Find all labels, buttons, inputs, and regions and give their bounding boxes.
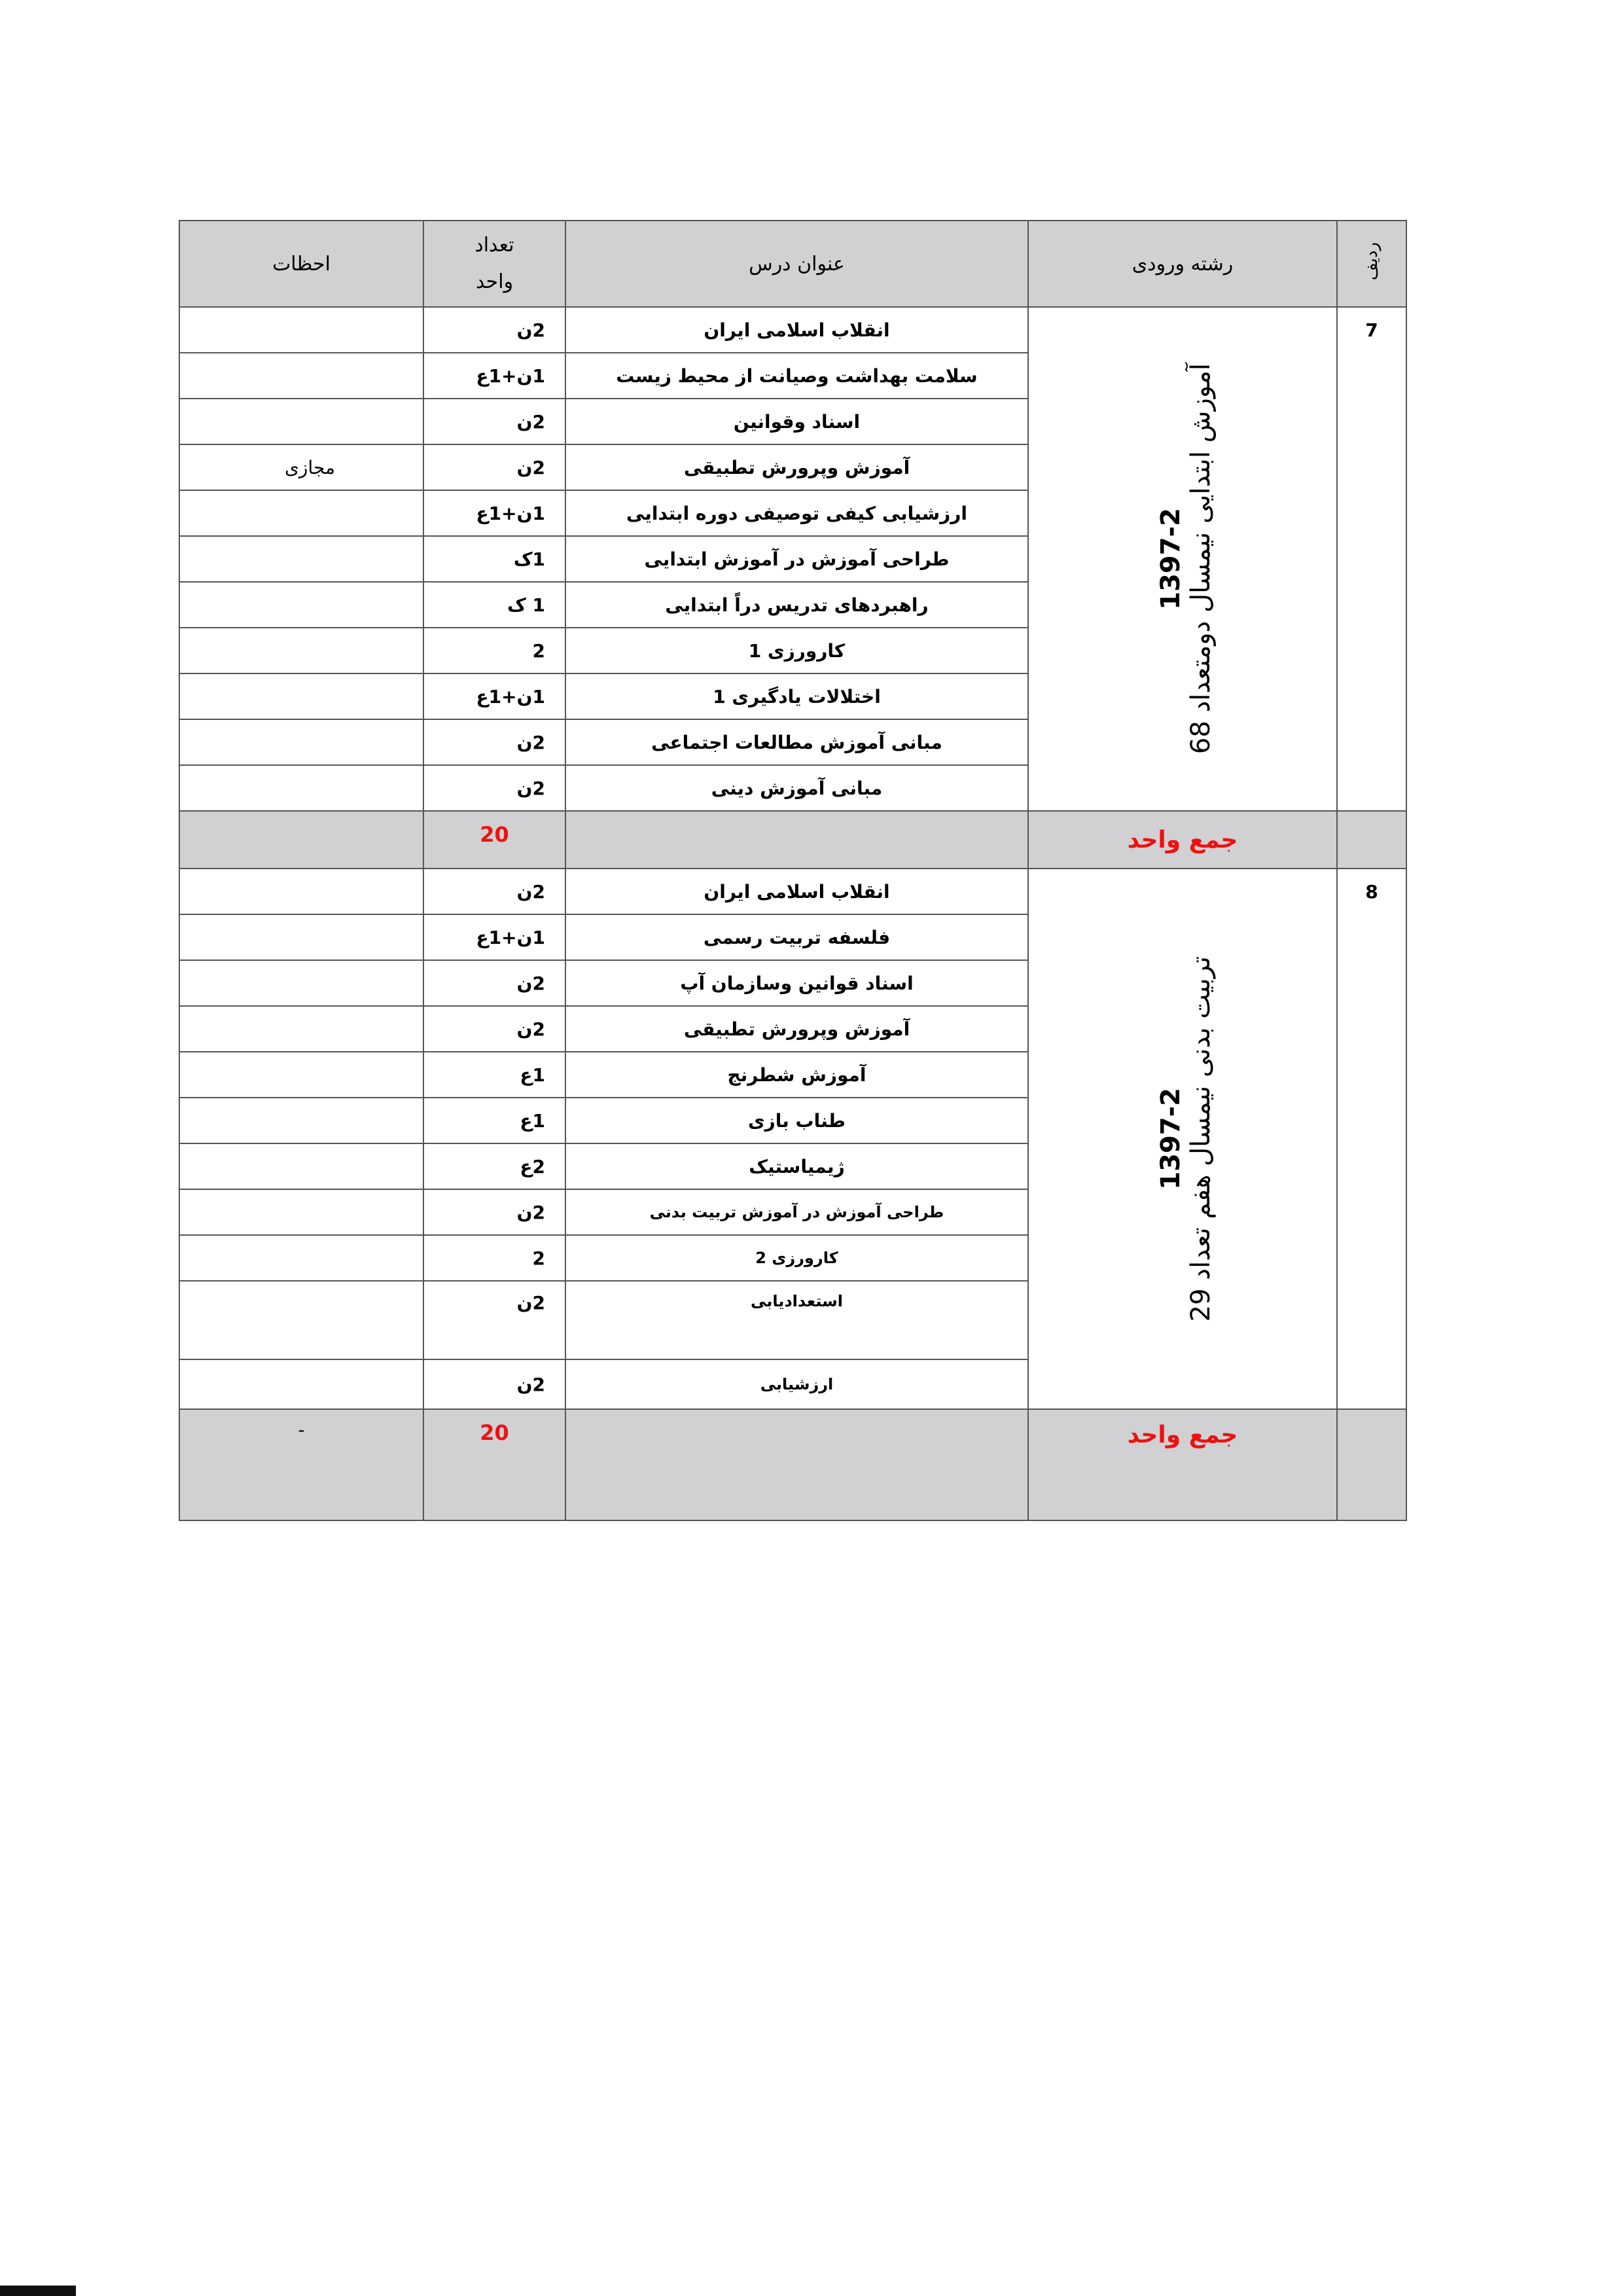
- course-title: آموزش وپرورش تطبیقی: [565, 444, 1028, 490]
- course-units: 1ک: [423, 536, 565, 582]
- course-units: 2ن: [423, 1006, 565, 1052]
- course-units: 1ع: [423, 1052, 565, 1098]
- course-units: 1ع: [423, 1098, 565, 1143]
- header-units: تعداد واحد: [423, 221, 565, 307]
- course-notes: [179, 719, 423, 765]
- course-units: 2ن: [423, 765, 565, 811]
- course-units: 2ن: [423, 1189, 565, 1235]
- total-note: -: [179, 1409, 423, 1520]
- header-row: [179, 221, 1406, 307]
- total-title-empty: [565, 1409, 1028, 1520]
- header-major: رشته ورودی: [1028, 221, 1337, 307]
- major-cell: [1028, 869, 1337, 1409]
- total-value: 20: [423, 811, 565, 869]
- course-title: کارورزی 2: [565, 1235, 1028, 1281]
- course-title: استعدادیابی: [565, 1281, 1028, 1359]
- course-notes: [179, 914, 423, 960]
- header-row-number: ردیف: [1337, 221, 1406, 307]
- course-title: ژیمیاستیک: [565, 1143, 1028, 1189]
- course-units: 2ن: [423, 399, 565, 444]
- major-semester: 1397-2: [1156, 1088, 1186, 1190]
- course-title: آموزش وپرورش تطبیقی: [565, 1006, 1028, 1052]
- course-title: ارزشیابی: [565, 1359, 1028, 1409]
- course-title: طراحی آموزش در آموزش ابتدایی: [565, 536, 1028, 582]
- footer-watermark: [0, 2286, 76, 2296]
- course-units: 1ن+1ع: [423, 914, 565, 960]
- course-units: 2: [423, 628, 565, 673]
- course-title: اسناد وقوانین: [565, 399, 1028, 444]
- table-row: [179, 869, 1406, 914]
- total-label: جمع واحد: [1028, 811, 1337, 869]
- course-units: 2ن: [423, 1359, 565, 1409]
- course-notes: [179, 1006, 423, 1052]
- curriculum-table: [179, 220, 1407, 1521]
- total-title-empty: [565, 811, 1028, 869]
- course-units: 2ن: [423, 1281, 565, 1359]
- course-title: مبانی آموزش مطالعات اجتماعی: [565, 719, 1028, 765]
- course-notes: [179, 307, 423, 353]
- course-title: اختلالات یادگیری 1: [565, 673, 1028, 719]
- total-value: 20: [423, 1409, 565, 1520]
- course-notes: [179, 673, 423, 719]
- course-notes: [179, 1281, 423, 1359]
- course-units: 1 ک: [423, 582, 565, 628]
- course-notes: [179, 582, 423, 628]
- course-units: 2ن: [423, 869, 565, 914]
- course-title: انقلاب اسلامی ایران: [565, 869, 1028, 914]
- total-row: [179, 811, 1406, 869]
- course-units: 2ن: [423, 719, 565, 765]
- course-units: 1ن+1ع: [423, 673, 565, 719]
- row-number: 7: [1337, 307, 1406, 811]
- table-row: [179, 307, 1406, 353]
- course-title: راهبردهای تدریس دراً ابتدایی: [565, 582, 1028, 628]
- course-title: مبانی آموزش دینی: [565, 765, 1028, 811]
- major-semester: 1397-2: [1156, 508, 1186, 610]
- total-row-number: [1337, 811, 1406, 869]
- course-units: 2ع: [423, 1143, 565, 1189]
- course-notes: [179, 1098, 423, 1143]
- header-course-title: عنوان درس: [565, 221, 1028, 307]
- course-units: 1ن+1ع: [423, 353, 565, 399]
- course-notes: [179, 628, 423, 673]
- course-notes: [179, 960, 423, 1006]
- course-notes: [179, 353, 423, 399]
- course-units: 1ن+1ع: [423, 490, 565, 536]
- course-notes: [179, 765, 423, 811]
- row-number: 8: [1337, 869, 1406, 1409]
- course-title: انقلاب اسلامی ایران: [565, 307, 1028, 353]
- course-notes: [179, 1189, 423, 1235]
- course-notes: [179, 1143, 423, 1189]
- course-notes: [179, 869, 423, 914]
- course-title: ارزشیابی کیفی توصیفی دوره ابتدایی: [565, 490, 1028, 536]
- major-title: تربیت بدنی نیمسال هفم تعداد 29: [1186, 956, 1216, 1322]
- course-title: طراحی آموزش در آموزش تربیت بدنی: [565, 1189, 1028, 1235]
- course-notes: [179, 1052, 423, 1098]
- course-title: کارورزی 1: [565, 628, 1028, 673]
- course-title: فلسفه تربیت رسمی: [565, 914, 1028, 960]
- course-units: 2ن: [423, 960, 565, 1006]
- course-units: 2ن: [423, 444, 565, 490]
- total-label: جمع واحد: [1028, 1409, 1337, 1520]
- total-row-number: [1337, 1409, 1406, 1520]
- course-notes: [179, 1359, 423, 1409]
- total-note: [179, 811, 423, 869]
- course-title: سلامت بهداشت وصیانت از محیط زیست: [565, 353, 1028, 399]
- major-cell: [1028, 307, 1337, 811]
- course-units: 2: [423, 1235, 565, 1281]
- course-notes: [179, 490, 423, 536]
- course-title: آموزش شطرنج: [565, 1052, 1028, 1098]
- course-units: 2ن: [423, 307, 565, 353]
- course-notes: [179, 536, 423, 582]
- course-title: طناب بازی: [565, 1098, 1028, 1143]
- course-notes: [179, 1235, 423, 1281]
- total-row: [179, 1409, 1406, 1520]
- course-notes: [179, 399, 423, 444]
- header-notes: احظات: [179, 221, 423, 307]
- major-title: آموزش ابتدایی نیمسال دومتعداد 68: [1186, 363, 1216, 755]
- course-title: اسناد قوانین وسازمان آپ: [565, 960, 1028, 1006]
- course-notes: مجازی: [179, 444, 423, 490]
